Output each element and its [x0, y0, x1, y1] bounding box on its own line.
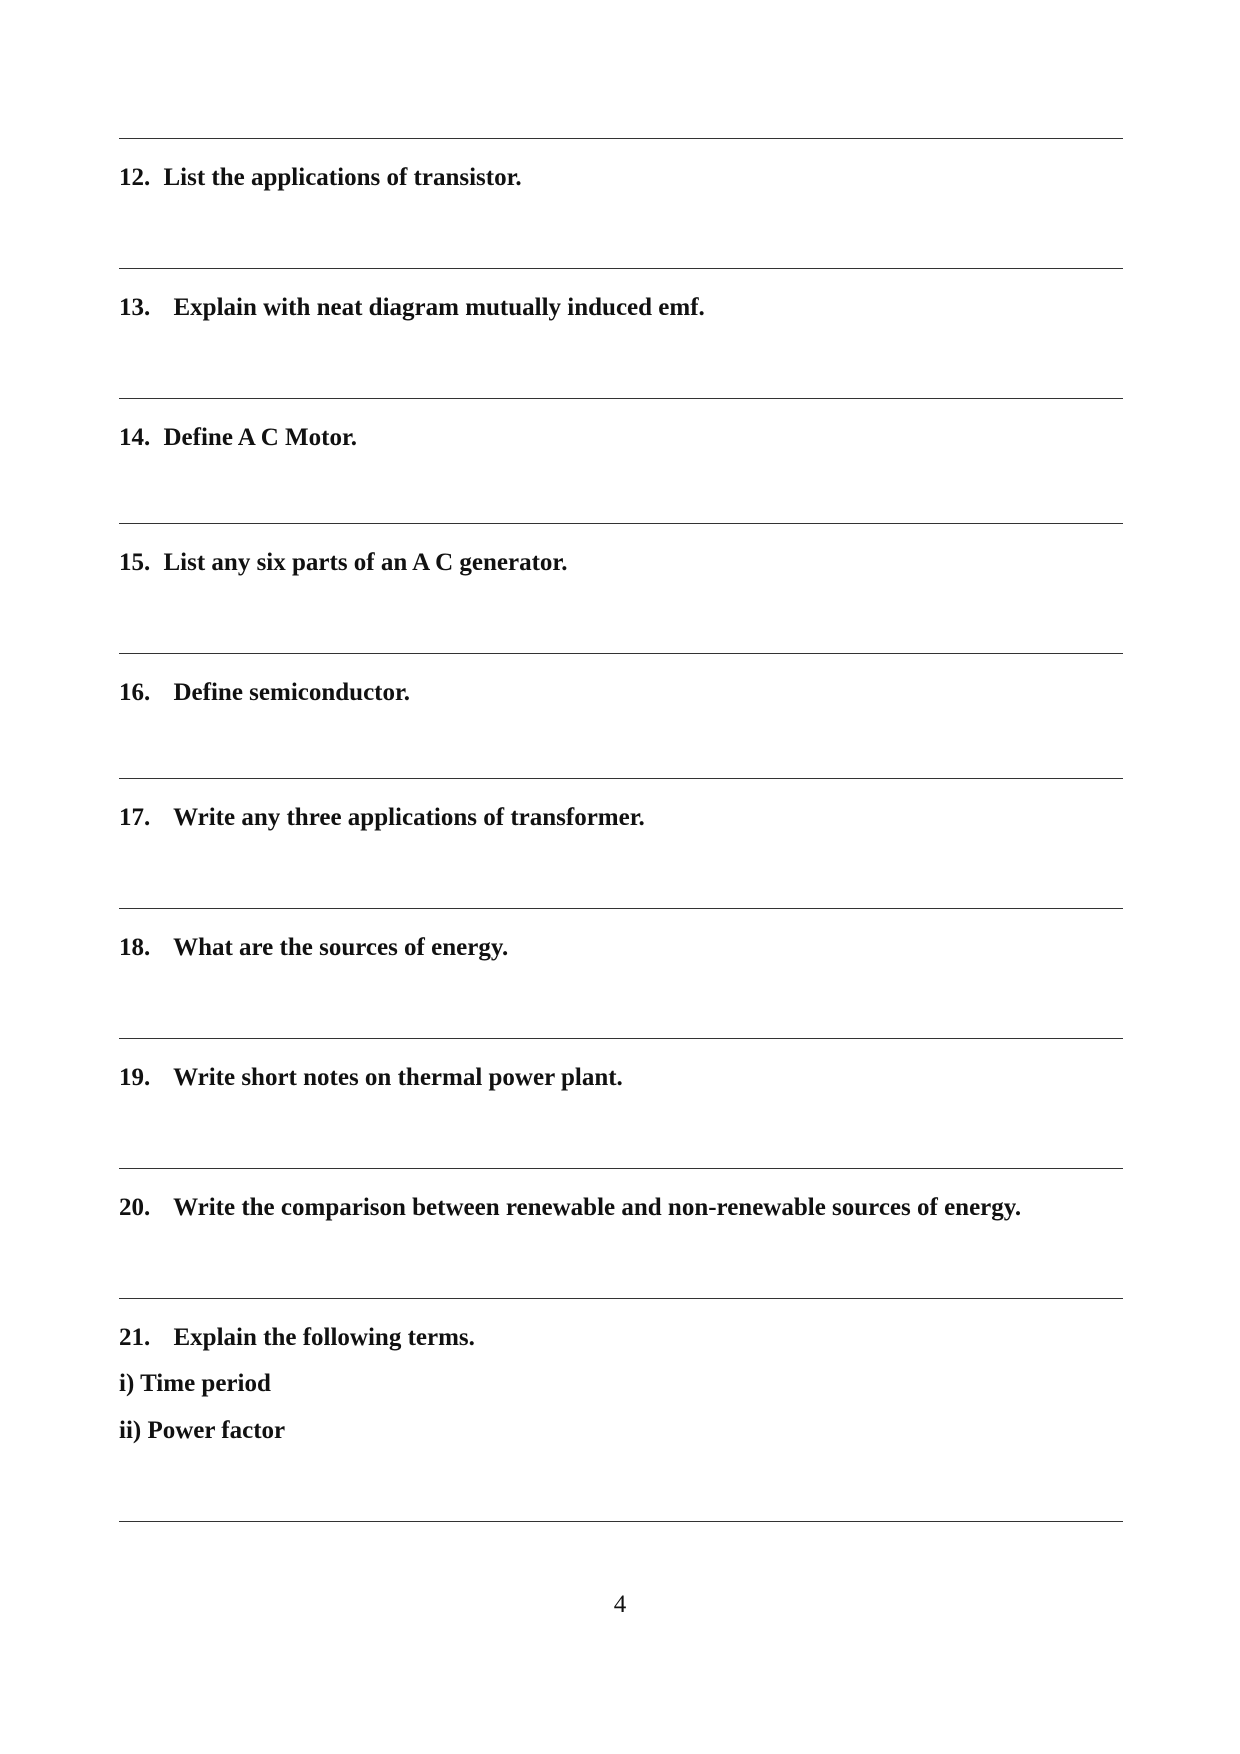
question-18 — [119, 933, 508, 963]
divider — [119, 778, 1123, 779]
question-number: 18. — [119, 934, 151, 961]
divider — [119, 653, 1123, 654]
question-number: 17. — [119, 804, 151, 831]
question-17 — [119, 803, 645, 833]
question-13 — [119, 293, 705, 323]
page-number: 4 — [613, 1591, 627, 1618]
question-number: 21. — [119, 1324, 151, 1351]
divider — [119, 523, 1123, 524]
question-number: 16. — [119, 679, 151, 706]
question-text: Explain with neat diagram mutually induced emf. — [173, 294, 705, 321]
q21-subitem-time-period: i) Time period — [119, 1370, 271, 1397]
divider — [119, 398, 1123, 399]
question-text: Define semiconductor. — [173, 679, 411, 706]
question-text: Define A C Motor. — [163, 424, 357, 451]
question-20 — [119, 1193, 1021, 1223]
question-number: 14. — [119, 424, 151, 451]
question-12 — [119, 163, 522, 193]
question-text: List any six parts of an A C generator. — [163, 549, 568, 576]
question-16 — [119, 678, 410, 708]
question-number: 13. — [119, 294, 151, 321]
divider — [119, 1521, 1123, 1522]
question-number: 15. — [119, 549, 151, 576]
question-14 — [119, 423, 357, 453]
q21-subitem-power-factor: ii) Power factor — [119, 1417, 286, 1444]
divider — [119, 1298, 1123, 1299]
question-text: What are the sources of energy. — [173, 934, 509, 961]
question-text: Write short notes on thermal power plant. — [173, 1064, 623, 1091]
question-text: Explain the following terms. — [173, 1324, 475, 1351]
question-text: List the applications of transistor. — [163, 164, 522, 191]
question-text: Write any three applications of transformer. — [173, 804, 645, 831]
divider — [119, 1038, 1123, 1039]
question-number: 12. — [119, 164, 151, 191]
question-number: 20. — [119, 1194, 151, 1221]
question-19 — [119, 1063, 623, 1093]
divider — [119, 268, 1123, 269]
divider — [119, 908, 1123, 909]
question-21 — [119, 1323, 475, 1353]
question-number: 19. — [119, 1064, 151, 1091]
question-15 — [119, 548, 567, 578]
divider — [119, 1168, 1123, 1169]
question-text: Write the comparison between renewable and non-renewable sources of energy. — [173, 1194, 1022, 1221]
divider — [119, 138, 1123, 139]
